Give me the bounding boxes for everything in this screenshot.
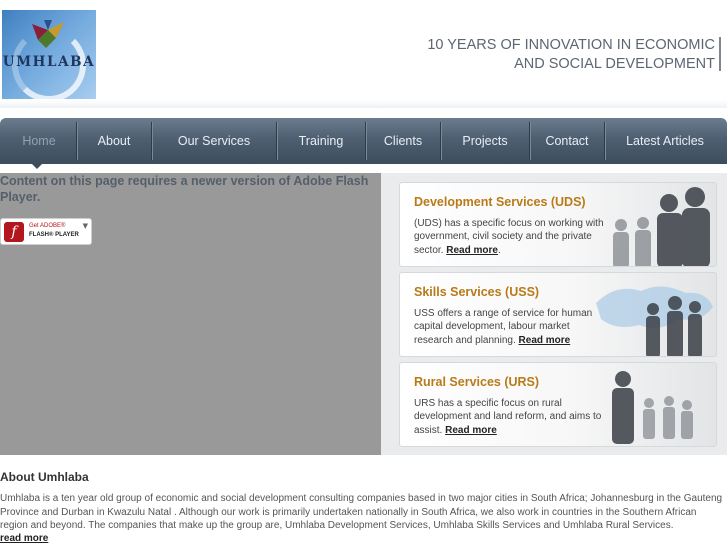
nav-item-our-services[interactable]: Our Services [177, 134, 251, 148]
download-arrow-icon: ▼ [82, 222, 88, 230]
tagline-line-2: AND SOCIAL DEVELOPMENT [514, 56, 715, 72]
umhlaba-logo[interactable] [2, 10, 96, 99]
tagline-line-1: 10 YEARS OF INNOVATION IN ECONOMIC [427, 37, 715, 53]
nav-item-contact[interactable]: Contact [545, 134, 589, 148]
flash-content-area [0, 173, 381, 455]
site-tagline [427, 36, 715, 74]
tagline-divider [719, 37, 721, 71]
read-more-link[interactable]: Read more [446, 244, 498, 256]
main-nav [0, 118, 727, 164]
card-body-tail: . [497, 244, 501, 256]
card-body-text: (UDS) has a specific focus on working with government, civil society and the private sector. [414, 218, 604, 256]
service-card-uss [399, 272, 717, 357]
about-heading: About Umhlaba [0, 470, 89, 484]
service-card-uds [399, 182, 717, 267]
nav-item-home[interactable]: Home [22, 134, 56, 148]
services-panel [381, 173, 727, 455]
card-title: Rural Services (URS) [414, 375, 540, 389]
get-flash-player-button[interactable] [0, 218, 92, 245]
logo-emblem-icon [30, 20, 68, 50]
card-title: Development Services (UDS) [414, 195, 586, 209]
about-read-more-link[interactable]: read more [0, 533, 49, 544]
about-paragraph: Umhlaba is a ten year old group of economic and social development consulting companies based in two major cities in South Africa; Johannesburg in the Gauteng Province and Durban in Kwazulu Natal . Although our work is primarily undertaken nationally in South Africa, we also work in countries in the Southern African region and beyond. The companies that make up the group are, Umhlaba Development Services, Umhlaba Skills Services and Umhlaba Rural Services. [0, 493, 723, 531]
business-people-silhouettes-icon [591, 183, 716, 267]
nav-item-latest-articles[interactable]: Latest Articles [626, 134, 704, 148]
rural-people-silhouettes-icon [591, 363, 716, 447]
nav-item-training[interactable]: Training [298, 134, 344, 148]
card-body-text: USS offers a range of service for human capital development, labour market research and planning. [414, 308, 593, 346]
nav-item-projects[interactable]: Projects [462, 134, 508, 148]
flash-button-line-1: Get ADOBE® [29, 223, 66, 229]
read-more-link[interactable]: Read more [445, 424, 497, 436]
site-header [0, 0, 727, 108]
service-card-urs [399, 362, 717, 447]
card-description [414, 307, 604, 347]
nav-item-about[interactable]: About [97, 134, 131, 148]
header-divider [0, 100, 727, 108]
world-map-people-icon [591, 273, 716, 357]
read-more-link[interactable]: Read more [518, 334, 571, 346]
flash-required-message: Content on this page requires a newer version of Adobe Flash Player. [0, 174, 369, 204]
card-description [414, 217, 604, 257]
nav-item-clients[interactable]: Clients [383, 134, 423, 148]
nav-active-pointer-icon [32, 164, 42, 169]
card-description [414, 397, 604, 437]
adobe-flash-icon: f [4, 222, 24, 242]
card-body-text: URS has a specific focus on rural development and land reform, and aims to assist. [414, 398, 602, 436]
logo-wordmark: UMHLABA [2, 54, 96, 70]
flash-button-line-2: FLASH® PLAYER [29, 232, 79, 238]
card-title: Skills Services (USS) [414, 285, 540, 299]
